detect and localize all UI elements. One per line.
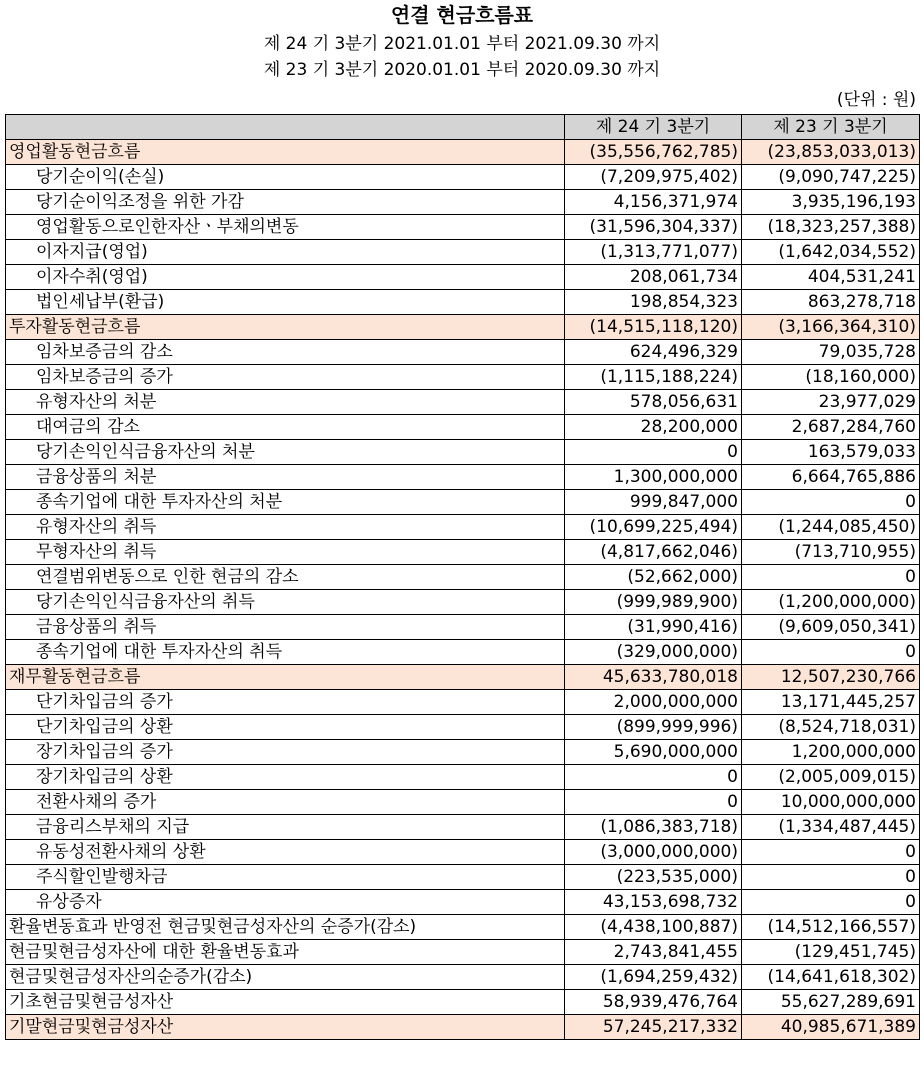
row-label: 단기차입금의 상환 bbox=[6, 715, 565, 740]
row-label: 당기순이익(손실) bbox=[6, 165, 565, 190]
table-row bbox=[6, 890, 920, 915]
prior-period-value: (18,323,257,388) bbox=[742, 215, 920, 240]
current-period-value: (14,515,118,120) bbox=[565, 315, 742, 340]
prior-period-value: (18,160,000) bbox=[742, 365, 920, 390]
row-label: 주식할인발행차금 bbox=[6, 865, 565, 890]
row-label: 법인세납부(환급) bbox=[6, 290, 565, 315]
current-period-value: 999,847,000 bbox=[565, 490, 742, 515]
current-period-value: (999,989,900) bbox=[565, 590, 742, 615]
current-period-value: 58,939,476,764 bbox=[565, 990, 742, 1015]
table-row bbox=[6, 915, 920, 940]
prior-period-value: 23,977,029 bbox=[742, 390, 920, 415]
row-label: 금융상품의 처분 bbox=[6, 465, 565, 490]
table-row bbox=[6, 540, 920, 565]
table-row bbox=[6, 665, 920, 690]
row-label: 단기차입금의 증가 bbox=[6, 690, 565, 715]
table-row bbox=[6, 190, 920, 215]
prior-period-value: 0 bbox=[742, 565, 920, 590]
prior-period-value: (1,244,085,450) bbox=[742, 515, 920, 540]
row-label: 종속기업에 대한 투자자산의 처분 bbox=[6, 490, 565, 515]
table-row bbox=[6, 465, 920, 490]
prior-period-value: 404,531,241 bbox=[742, 265, 920, 290]
table-row bbox=[6, 715, 920, 740]
prior-period-value: 0 bbox=[742, 490, 920, 515]
row-label: 장기차입금의 증가 bbox=[6, 740, 565, 765]
row-label: 영업활동으로인한자산ㆍ부채의변동 bbox=[6, 215, 565, 240]
current-period-value: 5,690,000,000 bbox=[565, 740, 742, 765]
prior-period-value: 10,000,000,000 bbox=[742, 790, 920, 815]
prior-period-value: (1,642,034,552) bbox=[742, 240, 920, 265]
period-prior: 제 23 기 3분기 2020.01.01 부터 2020.09.30 까지 bbox=[263, 60, 661, 80]
current-period-value: 0 bbox=[565, 765, 742, 790]
row-label: 대여금의 감소 bbox=[6, 415, 565, 440]
table-row bbox=[6, 365, 920, 390]
row-label: 환율변동효과 반영전 현금및현금성자산의 순증가(감소) bbox=[6, 915, 565, 940]
row-label: 현금및현금성자산의순증가(감소) bbox=[6, 965, 565, 990]
table-row bbox=[6, 340, 920, 365]
prior-period-value: 3,935,196,193 bbox=[742, 190, 920, 215]
current-period-value: 2,000,000,000 bbox=[565, 690, 742, 715]
prior-period-value: 0 bbox=[742, 890, 920, 915]
current-period-value: (1,694,259,432) bbox=[565, 965, 742, 990]
current-period-value: (52,662,000) bbox=[565, 565, 742, 590]
row-label: 임차보증금의 감소 bbox=[6, 340, 565, 365]
table-row bbox=[6, 940, 920, 965]
current-period-value: (223,535,000) bbox=[565, 865, 742, 890]
current-period-value: 4,156,371,974 bbox=[565, 190, 742, 215]
row-label: 금융리스부채의 지급 bbox=[6, 815, 565, 840]
row-label: 연결범위변동으로 인한 현금의 감소 bbox=[6, 565, 565, 590]
table-row bbox=[6, 990, 920, 1015]
current-period-value: 208,061,734 bbox=[565, 265, 742, 290]
prior-period-value: (14,512,166,557) bbox=[742, 915, 920, 940]
table-row bbox=[6, 590, 920, 615]
header-prior-period: 제 23 기 3분기 bbox=[742, 115, 920, 140]
table-row bbox=[6, 240, 920, 265]
table-body bbox=[6, 140, 920, 1040]
current-period-value: (899,999,996) bbox=[565, 715, 742, 740]
current-period-value: 198,854,323 bbox=[565, 290, 742, 315]
row-label: 이자수취(영업) bbox=[6, 265, 565, 290]
prior-period-value: (23,853,033,013) bbox=[742, 140, 920, 165]
current-period-value: (1,313,771,077) bbox=[565, 240, 742, 265]
current-period-value: 624,496,329 bbox=[565, 340, 742, 365]
row-label: 임차보증금의 증가 bbox=[6, 365, 565, 390]
current-period-value: (10,699,225,494) bbox=[565, 515, 742, 540]
table-row bbox=[6, 265, 920, 290]
prior-period-value: 13,171,445,257 bbox=[742, 690, 920, 715]
current-period-value: 57,245,217,332 bbox=[565, 1015, 742, 1040]
prior-period-value: 0 bbox=[742, 840, 920, 865]
table-row bbox=[6, 490, 920, 515]
current-period-value: 578,056,631 bbox=[565, 390, 742, 415]
table-row bbox=[6, 140, 920, 165]
row-label: 당기순이익조정을 위한 가감 bbox=[6, 190, 565, 215]
current-period-value: (4,438,100,887) bbox=[565, 915, 742, 940]
prior-period-value: (3,166,364,310) bbox=[742, 315, 920, 340]
header-current-period: 제 24 기 3분기 bbox=[565, 115, 742, 140]
row-label: 당기손익인식금융자산의 취득 bbox=[6, 590, 565, 615]
table-row bbox=[6, 165, 920, 190]
row-label: 기초현금및현금성자산 bbox=[6, 990, 565, 1015]
prior-period-value: 1,200,000,000 bbox=[742, 740, 920, 765]
current-period-value: 2,743,841,455 bbox=[565, 940, 742, 965]
table-row bbox=[6, 565, 920, 590]
current-period-value: 45,633,780,018 bbox=[565, 665, 742, 690]
table-row bbox=[6, 215, 920, 240]
current-period-value: (1,086,383,718) bbox=[565, 815, 742, 840]
prior-period-value: 12,507,230,766 bbox=[742, 665, 920, 690]
prior-period-value: 55,627,289,691 bbox=[742, 990, 920, 1015]
row-label: 장기차입금의 상환 bbox=[6, 765, 565, 790]
current-period-value: 0 bbox=[565, 790, 742, 815]
table-header-row bbox=[6, 115, 920, 140]
row-label: 무형자산의 취득 bbox=[6, 540, 565, 565]
current-period-value: (3,000,000,000) bbox=[565, 840, 742, 865]
prior-period-value: 0 bbox=[742, 640, 920, 665]
prior-period-value: (1,200,000,000) bbox=[742, 590, 920, 615]
table-row bbox=[6, 515, 920, 540]
current-period-value: 1,300,000,000 bbox=[565, 465, 742, 490]
row-label: 기말현금및현금성자산 bbox=[6, 1015, 565, 1040]
row-label: 종속기업에 대한 투자자산의 취득 bbox=[6, 640, 565, 665]
current-period-value: (35,556,762,785) bbox=[565, 140, 742, 165]
current-period-value: (329,000,000) bbox=[565, 640, 742, 665]
cash-flow-table bbox=[5, 114, 920, 1040]
current-period-value: 28,200,000 bbox=[565, 415, 742, 440]
row-label: 유상증자 bbox=[6, 890, 565, 915]
unit-label: (단위 : 원) bbox=[836, 90, 916, 110]
header-label bbox=[6, 115, 565, 140]
prior-period-value: (713,710,955) bbox=[742, 540, 920, 565]
prior-period-value: 163,579,033 bbox=[742, 440, 920, 465]
prior-period-value: (1,334,487,445) bbox=[742, 815, 920, 840]
row-label: 당기손익인식금융자산의 처분 bbox=[6, 440, 565, 465]
prior-period-value: 863,278,718 bbox=[742, 290, 920, 315]
statement-title: 연결 현금흐름표 bbox=[390, 3, 534, 27]
prior-period-value: (129,451,745) bbox=[742, 940, 920, 965]
prior-period-value: (14,641,618,302) bbox=[742, 965, 920, 990]
current-period-value: 43,153,698,732 bbox=[565, 890, 742, 915]
row-label: 이자지급(영업) bbox=[6, 240, 565, 265]
table-row bbox=[6, 690, 920, 715]
table-row bbox=[6, 1015, 920, 1040]
row-label: 유동성전환사채의 상환 bbox=[6, 840, 565, 865]
row-label: 재무활동현금흐름 bbox=[6, 665, 565, 690]
prior-period-value: (2,005,009,015) bbox=[742, 765, 920, 790]
current-period-value: (31,990,416) bbox=[565, 615, 742, 640]
table-row bbox=[6, 740, 920, 765]
row-label: 투자활동현금흐름 bbox=[6, 315, 565, 340]
row-label: 영업활동현금흐름 bbox=[6, 140, 565, 165]
current-period-value: (1,115,188,224) bbox=[565, 365, 742, 390]
prior-period-value: 0 bbox=[742, 865, 920, 890]
table-row bbox=[6, 815, 920, 840]
table-row bbox=[6, 865, 920, 890]
table-row bbox=[6, 615, 920, 640]
row-label: 유형자산의 취득 bbox=[6, 515, 565, 540]
prior-period-value: (8,524,718,031) bbox=[742, 715, 920, 740]
table-row bbox=[6, 840, 920, 865]
current-period-value: 0 bbox=[565, 440, 742, 465]
table-row bbox=[6, 440, 920, 465]
table-row bbox=[6, 765, 920, 790]
prior-period-value: 2,687,284,760 bbox=[742, 415, 920, 440]
table-row bbox=[6, 640, 920, 665]
row-label: 유형자산의 처분 bbox=[6, 390, 565, 415]
prior-period-value: (9,609,050,341) bbox=[742, 615, 920, 640]
prior-period-value: 6,664,765,886 bbox=[742, 465, 920, 490]
prior-period-value: 79,035,728 bbox=[742, 340, 920, 365]
current-period-value: (4,817,662,046) bbox=[565, 540, 742, 565]
table-row bbox=[6, 315, 920, 340]
prior-period-value: (9,090,747,225) bbox=[742, 165, 920, 190]
table-row bbox=[6, 965, 920, 990]
current-period-value: (31,596,304,337) bbox=[565, 215, 742, 240]
prior-period-value: 40,985,671,389 bbox=[742, 1015, 920, 1040]
row-label: 전환사채의 증가 bbox=[6, 790, 565, 815]
current-period-value: (7,209,975,402) bbox=[565, 165, 742, 190]
row-label: 금융상품의 취득 bbox=[6, 615, 565, 640]
table-row bbox=[6, 415, 920, 440]
table-row bbox=[6, 390, 920, 415]
table-row bbox=[6, 790, 920, 815]
row-label: 현금및현금성자산에 대한 환율변동효과 bbox=[6, 940, 565, 965]
period-current: 제 24 기 3분기 2021.01.01 부터 2021.09.30 까지 bbox=[263, 34, 661, 54]
table-row bbox=[6, 290, 920, 315]
